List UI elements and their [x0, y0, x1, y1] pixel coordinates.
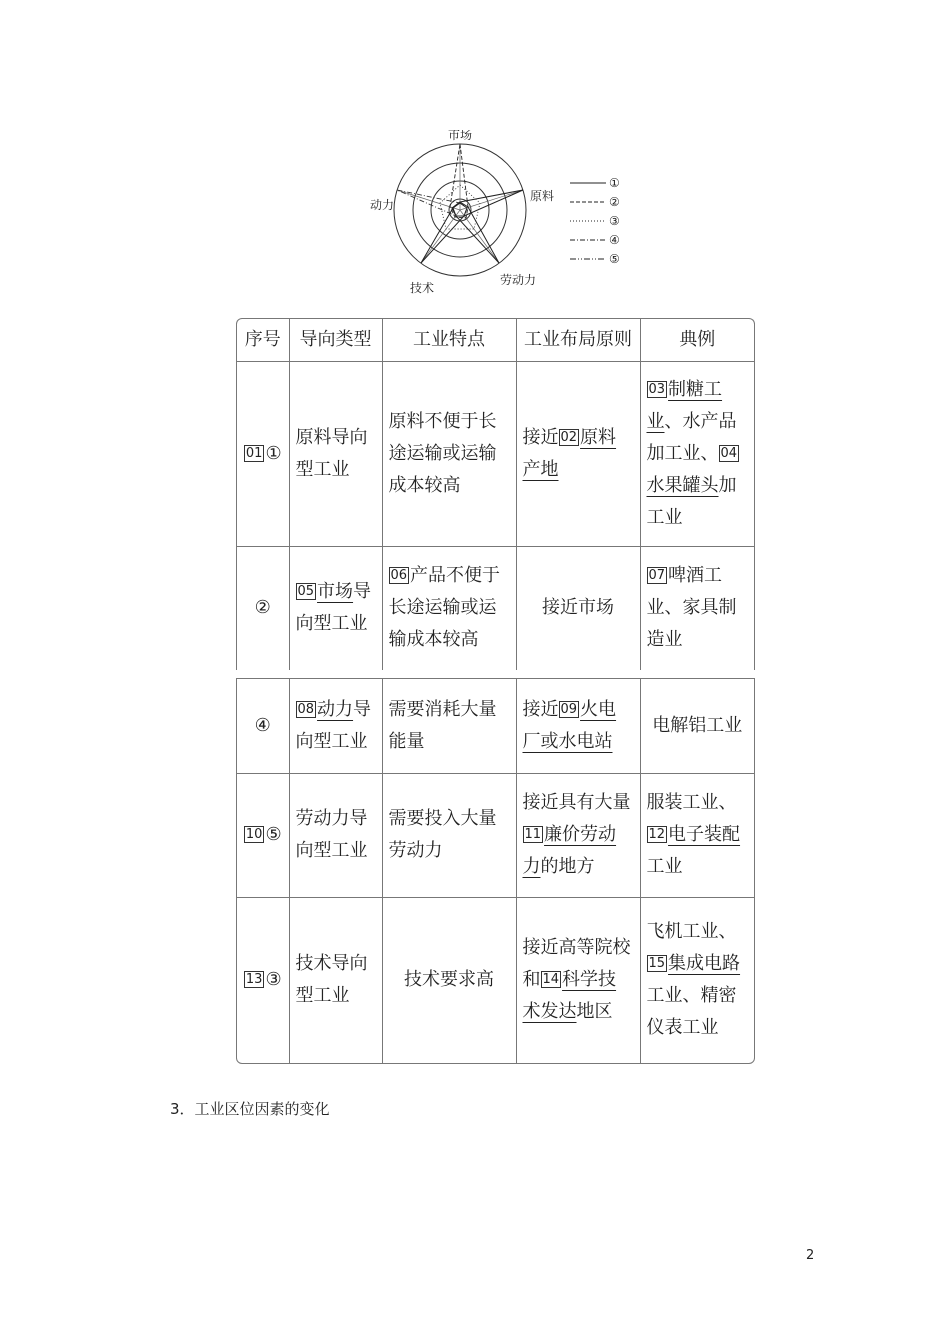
section-heading: 3．工业区位因素的变化 — [170, 1100, 330, 1118]
axis-label-raw-material: 原料 — [530, 189, 555, 203]
table-row — [237, 361, 754, 546]
feature-cell: 需要投入大量劳动力 — [382, 773, 516, 897]
example-cell: 03 制糖工业、水产品加工业、 04水果罐头加工业 — [640, 361, 754, 546]
header-feature: 工业特点 — [382, 319, 516, 361]
axis-label-labor: 劳动力 — [500, 273, 537, 287]
type-cell: 05 市场导向型工业 — [289, 546, 382, 670]
legend-label-5: ⑤ — [609, 252, 620, 266]
industry-orientation-table-part-2 — [236, 678, 755, 1064]
feature-cell: 原料不便于长途运输或运输成本较高 — [382, 361, 516, 546]
feature-cell: 需要消耗大量能量 — [382, 679, 516, 773]
axis-label-technology: 技术 — [409, 281, 435, 295]
legend-label-1: ① — [609, 176, 620, 190]
legend — [570, 183, 606, 259]
feature-cell: 06 产品不便于长途运输或运输成本较高 — [382, 546, 516, 670]
seq-cell: ② — [237, 546, 289, 670]
seq-cell: 10 ⑤ — [237, 773, 289, 897]
seq-cell: 13 ③ — [237, 897, 289, 1063]
axis-label-power: 动力 — [369, 198, 394, 212]
header-seq: 序号 — [237, 319, 289, 361]
axis-label-market: 市场 — [447, 130, 473, 142]
type-cell: 劳动力导向型工业 — [289, 773, 382, 897]
legend-label-3: ③ — [609, 214, 620, 228]
principle-cell: 接近具有大量11 廉价劳动力的地方 — [516, 773, 640, 897]
type-cell: 08 动力导向型工业 — [289, 679, 382, 773]
legend-label-4: ④ — [609, 233, 620, 247]
series-5-line — [421, 202, 499, 263]
table-header-row — [237, 319, 754, 361]
seq-cell: 01 ① — [237, 361, 289, 546]
table-row — [237, 773, 754, 897]
legend-label-2: ② — [609, 195, 620, 209]
location-factor-radar-diagram — [360, 130, 640, 300]
type-cell: 技术导向型工业 — [289, 897, 382, 1063]
header-example: 典例 — [640, 319, 754, 361]
table-row — [237, 546, 754, 670]
table-row — [237, 897, 754, 1063]
feature-cell: 技术要求高 — [382, 897, 516, 1063]
example-cell: 服装工业、12 电子装配工业 — [640, 773, 754, 897]
seq-cell: ④ — [237, 679, 289, 773]
type-cell: 原料导向型工业 — [289, 361, 382, 546]
example-cell: 电解铝工业 — [640, 679, 754, 773]
principle-cell: 接近市场 — [516, 546, 640, 670]
table-row — [237, 679, 754, 773]
principle-cell: 接近 09 火电厂或水电站 — [516, 679, 640, 773]
industry-orientation-table-part-1 — [236, 318, 755, 670]
page-number: 2 — [806, 1248, 815, 1263]
principle-cell: 接近 02 原料产地 — [516, 361, 640, 546]
principle-cell: 接近高等院校和 14 科学技术发达地区 — [516, 897, 640, 1063]
header-type: 导向类型 — [289, 319, 382, 361]
example-cell: 07 啤酒工业、家具制造业 — [640, 546, 754, 670]
header-principle: 工业布局原则 — [516, 319, 640, 361]
series-1-line — [452, 190, 523, 216]
example-cell: 飞机工业、15 集成电路工业、精密仪表工业 — [640, 897, 754, 1063]
